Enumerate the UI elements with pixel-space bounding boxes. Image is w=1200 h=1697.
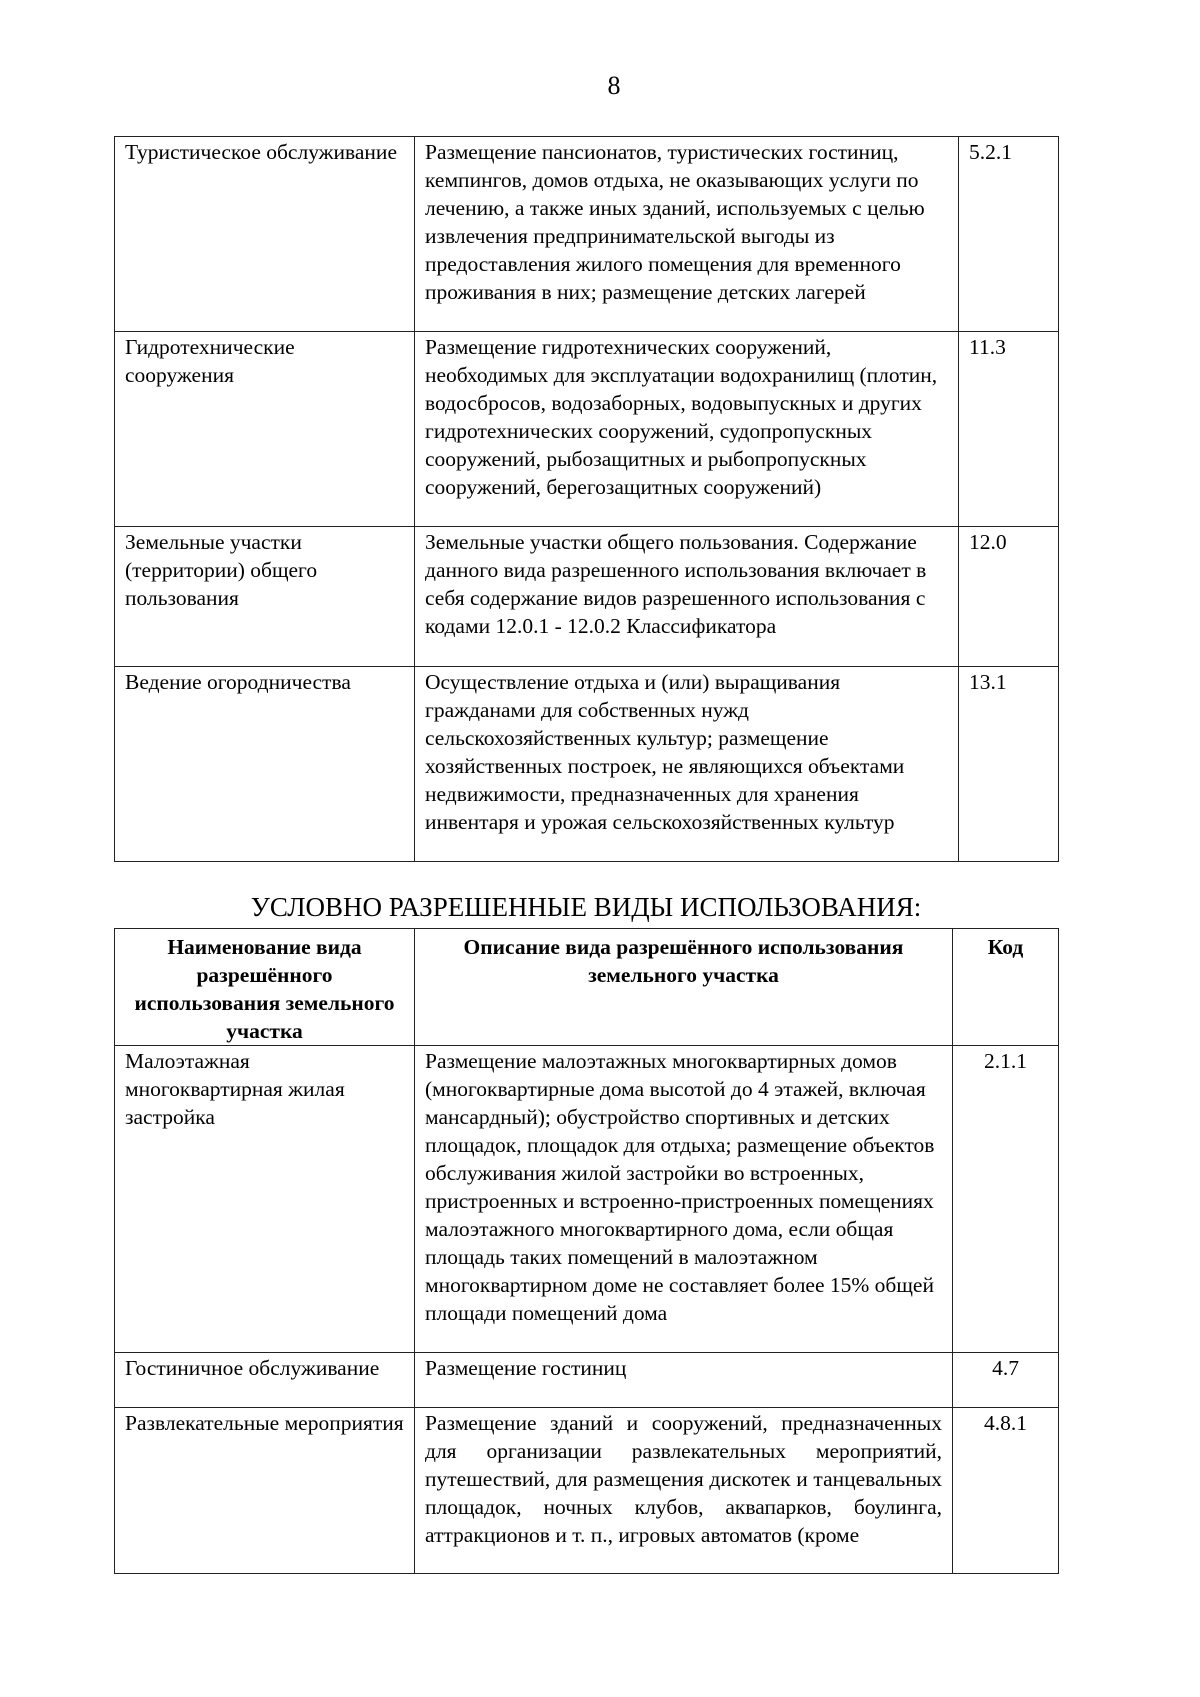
use-code-cell: 2.1.1 xyxy=(953,1046,1059,1353)
permitted-uses-table xyxy=(114,136,1059,862)
header-code: Код xyxy=(953,929,1059,1046)
use-description-cell: Размещение зданий и сооружений, предназначенных для организации развлекательных мероприятий, путешествий, для размещения дискотек и танцевальных площадок, ночных клубов, аквапарков, боулинга, аттракционов и т. п., игровых автоматов (кроме xyxy=(415,1408,953,1574)
use-name-cell: Туристическое обслуживание xyxy=(115,137,415,332)
use-name-cell: Гидротехнические сооружения xyxy=(115,332,415,527)
use-name-cell: Развлекательные мероприятия xyxy=(115,1408,415,1574)
use-code-cell: 11.3 xyxy=(959,332,1059,527)
use-description-cell: Размещение гидротехнических сооружений, необходимых для эксплуатации водохранилищ (плотин, водосбросов, водозаборных, водовыпускных и других гидротехнических сооружений, судопропускных сооружений, рыбозащитных и рыбопропускных сооружений, берегозащитных сооружений) xyxy=(415,332,959,527)
use-code-cell: 4.7 xyxy=(953,1353,1059,1408)
table-row xyxy=(115,667,1059,862)
use-description-cell: Размещение гостиниц xyxy=(415,1353,953,1408)
table-row xyxy=(115,332,1059,527)
header-name: Наименование вида разрешённого использования земельного участка xyxy=(115,929,415,1046)
table-row xyxy=(115,1408,1059,1574)
table-row xyxy=(115,1046,1059,1353)
use-code-cell: 13.1 xyxy=(959,667,1059,862)
table-row xyxy=(115,527,1059,667)
header-description: Описание вида разрешённого использования земельного участка xyxy=(415,929,953,1046)
use-code-cell: 12.0 xyxy=(959,527,1059,667)
use-code-cell: 4.8.1 xyxy=(953,1408,1059,1574)
use-code-cell: 5.2.1 xyxy=(959,137,1059,332)
table-row xyxy=(115,137,1059,332)
use-description-cell: Размещение пансионатов, туристических гостиниц, кемпингов, домов отдыха, не оказывающих услуги по лечению, а также иных зданий, используемых с целью извлечения предпринимательской выгоды из предоставления жилого помещения для временного проживания в них; размещение детских лагерей xyxy=(415,137,959,332)
page-number: 8 xyxy=(607,71,621,100)
use-name-cell: Земельные участки (территории) общего пользования xyxy=(115,527,415,667)
table-header-row xyxy=(115,929,1059,1046)
section-title: УСЛОВНО РАЗРЕШЕННЫЕ ВИДЫ ИСПОЛЬЗОВАНИЯ: xyxy=(250,892,922,922)
use-description-cell: Размещение малоэтажных многоквартирных домов (многоквартирные дома высотой до 4 этажей, включая мансардный); обустройство спортивных и детских площадок, площадок для отдыха; размещение объектов обслуживания жилой застройки во встроенных, пристроенных и встроенно-пристроенных помещениях малоэтажного многоквартирного дома, если общая площадь таких помещений в малоэтажном многоквартирном доме не составляет более 15% общей площади помещений дома xyxy=(415,1046,953,1353)
table-row xyxy=(115,1353,1059,1408)
use-description-cell: Земельные участки общего пользования. Содержание данного вида разрешенного использования включает в себя содержание видов разрешенного использования с кодами 12.0.1 - 12.0.2 Классификатора xyxy=(415,527,959,667)
use-name-cell: Малоэтажная многоквартирная жилая застройка xyxy=(115,1046,415,1353)
conditional-uses-table xyxy=(114,928,1059,1574)
use-name-cell: Ведение огородничества xyxy=(115,667,415,862)
use-description-cell: Осуществление отдыха и (или) выращивания гражданами для собственных нужд сельскохозяйственных культур; размещение хозяйственных построек, не являющихся объектами недвижимости, предназначенных для хранения инвентаря и урожая сельскохозяйственных культур xyxy=(415,667,959,862)
use-name-cell: Гостиничное обслуживание xyxy=(115,1353,415,1408)
